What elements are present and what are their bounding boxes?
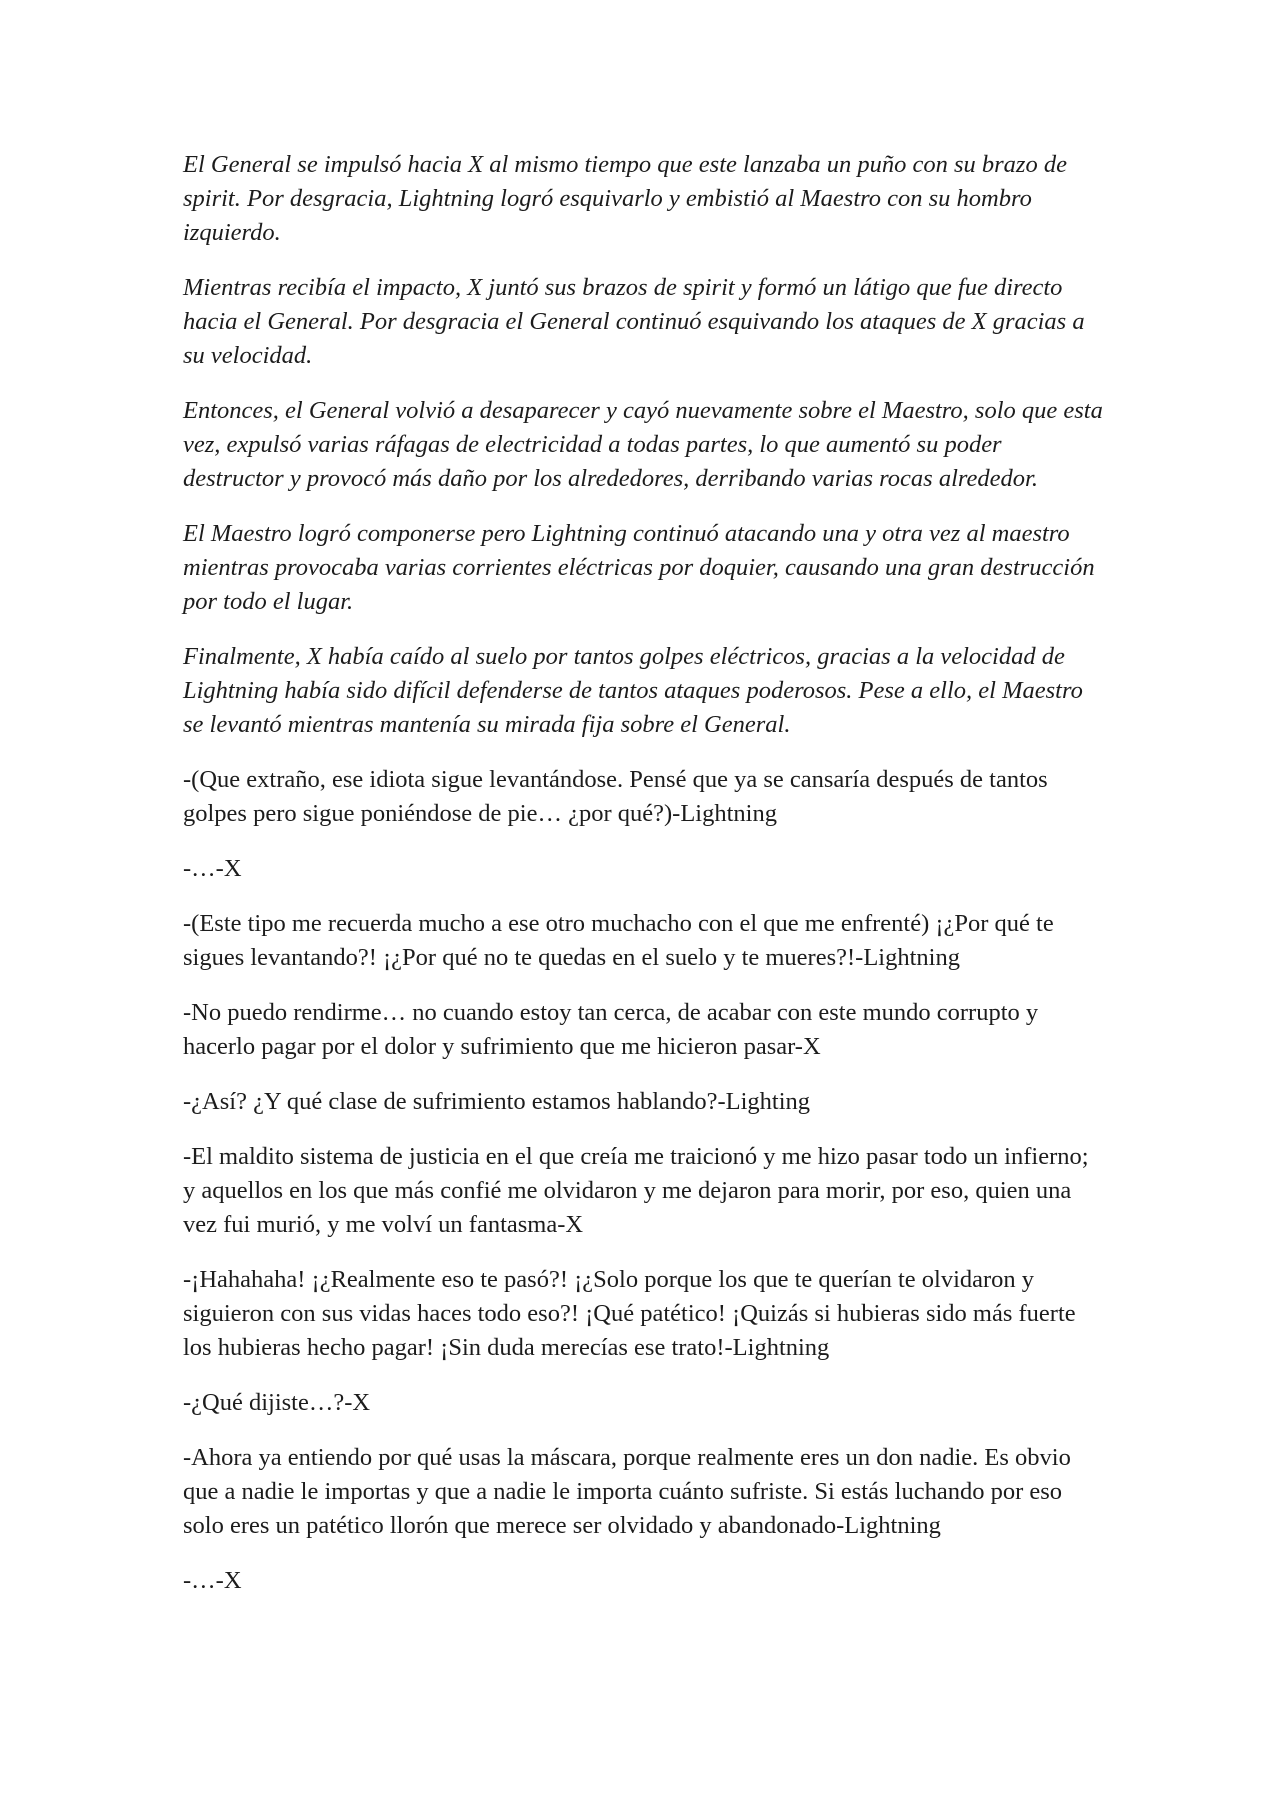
narration-paragraph: Finalmente, X había caído al suelo por tantos golpes eléctricos, gracias a la velocidad de Lightning había sido difícil defenderse de tantos ataques poderosos. Pese a ello, el Maestro se levantó mientras mantenía su mirada fija sobre el General. [183, 643, 1083, 738]
dialogue-paragraph: -…-X [183, 855, 242, 882]
dialogue-paragraph: -¿Qué dijiste…?-X [183, 1389, 371, 1416]
dialogue-paragraph: -…-X [183, 1567, 242, 1594]
dialogue-paragraph: -El maldito sistema de justicia en el que creía me traicionó y me hizo pasar todo un infierno; y aquellos en los que más confié me olvidaron y me dejaron para morir, por eso, quien una vez fui murió, y me volví un fantasma-X [183, 1143, 1089, 1238]
dialogue-paragraph: -No puedo rendirme… no cuando estoy tan cerca, de acabar con este mundo corrupto y hacerlo pagar por el dolor y sufrimiento que me hicieron pasar-X [183, 999, 1039, 1060]
narration-paragraph: El Maestro logró componerse pero Lightning continuó atacando una y otra vez al maestro mientras provocaba varias corrientes eléctricas por doquier, causando una gran destrucción por todo el lugar. [183, 520, 1095, 615]
dialogue-paragraph: -(Que extraño, ese idiota sigue levantándose. Pensé que ya se cansaría después de tantos golpes pero sigue poniéndose de pie… ¿por qué?)-Lightning [183, 766, 1048, 827]
narration-paragraph: Entonces, el General volvió a desaparecer y cayó nuevamente sobre el Maestro, solo que esta vez, expulsó varias ráfagas de electricidad a todas partes, lo que aumentó su poder destructor y provocó más daño por los alrededores, derribando varias rocas alrededor. [183, 397, 1103, 492]
dialogue-paragraph: -¡Hahahaha! ¡¿Realmente eso te pasó?! ¡¿Solo porque los que te querían te olvidaron y siguieron con sus vidas haces todo eso?! ¡Qué patético! ¡Quizás si hubieras sido más fuerte los hubieras hecho pagar! ¡Sin duda merecías ese trato!-Lightning [183, 1266, 1076, 1361]
narration-paragraph: Mientras recibía el impacto, X juntó sus brazos de spirit y formó un látigo que fue directo hacia el General. Por desgracia el General continuó esquivando los ataques de X gracias a su velocidad. [183, 274, 1085, 369]
dialogue-paragraph: -(Este tipo me recuerda mucho a ese otro muchacho con el que me enfrenté) ¡¿Por qué te sigues levantando?! ¡¿Por qué no te quedas en el suelo y te mueres?!-Lightning [183, 910, 1054, 971]
dialogue-paragraph: -Ahora ya entiendo por qué usas la máscara, porque realmente eres un don nadie. Es obvio que a nadie le importas y que a nadie le importa cuánto sufriste. Si estás luchando por eso solo eres un patético llorón que merece ser olvidado y abandonado-Lightning [183, 1444, 1071, 1539]
document-body [183, 148, 1103, 1619]
narration-paragraph: El General se impulsó hacia X al mismo tiempo que este lanzaba un puño con su brazo de spirit. Por desgracia, Lightning logró esquivarlo y embistió al Maestro con su hombro izquierdo. [183, 151, 1067, 246]
dialogue-paragraph: -¿Así? ¿Y qué clase de sufrimiento estamos hablando?-Lighting [183, 1088, 811, 1115]
